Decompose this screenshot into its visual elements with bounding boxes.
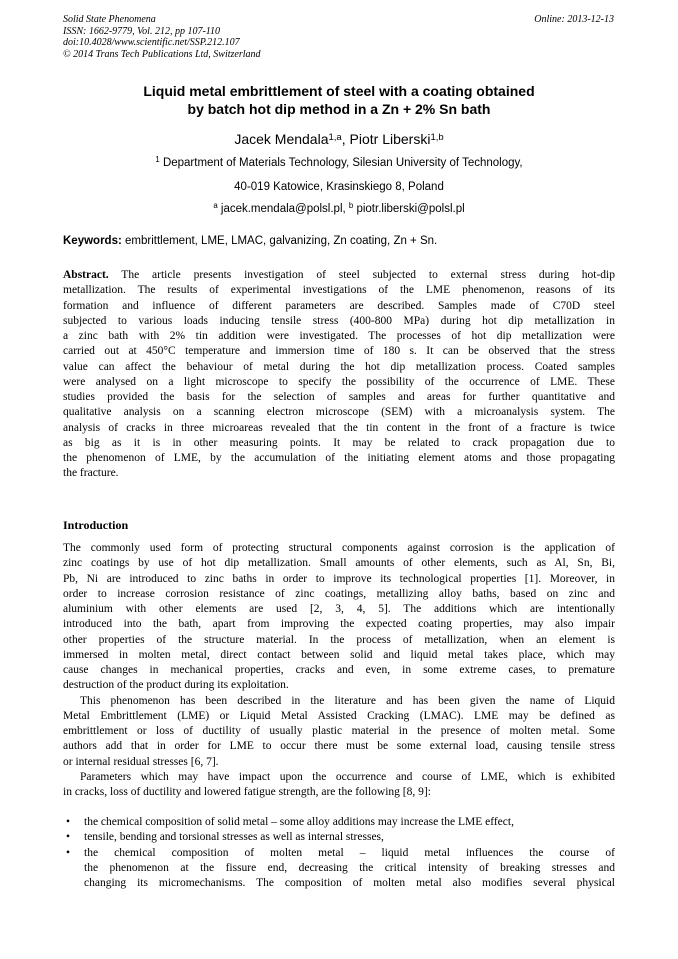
keywords-label: Keywords: [63,235,122,247]
title-line-1: Liquid metal embrittlement of steel with a coating obtained [143,83,535,99]
intro-line: Metal Embrittlement (LME) or Liquid Metal Assisted Cracking (LMAC). LME may be defined as [63,709,615,722]
intro-line: Pb, Ni are introduced to zinc baths in order to improve its technological properties [1]. Moreover, in [63,572,615,585]
introduction-heading: Introduction [63,518,129,532]
author-separator: , [341,131,350,147]
abstract-line: carried out at 450°C temperature and immersion time of 180 s. It can be observed that the stress [63,345,615,358]
author-2-affil-marker: 1,b [430,131,444,143]
list-item-line: the chemical composition of molten metal – liquid metal influences the course of [84,846,615,859]
intro-line: immersed in molten metal, direct contact between solid and liquid metal takes place, which may [63,648,615,661]
intro-line: or internal residual stresses [6, 7]. [63,755,219,768]
affiliation-line-1 [40,156,638,170]
email-a: jacek.mendala@polsl.pl, [217,203,349,215]
abstract-line: formation and influence of different parameters are described. Samples made of C70D steel [63,299,615,312]
affiliation-marker: 1 [155,155,160,165]
list-item [63,846,615,892]
abstract-line [63,268,615,283]
intro-line: zinc coatings by use of hot dip metallization. Small amounts of other elements, such as Al, Sn, Bi, [63,557,615,570]
abstract [63,268,615,482]
journal-header [63,14,423,60]
online-date: Online: 2013-12-13 [534,14,614,25]
abstract-line: qualitative analysis on a scanning electron microscope (SEM) with a microanalysis system. The [63,406,615,419]
intro-line: other properties of the structure material. In the process of metallization, when an element is [63,633,615,646]
affiliation-emails [40,202,638,216]
intro-line: destruction of the product during its exploitation. [63,679,289,692]
list-item-line: tensile, bending and torsional stresses as well as internal stresses, [84,831,384,844]
journal-name: Solid State Phenomena [63,14,156,25]
author-1-name: Jacek Mendala [234,131,329,147]
parameter-list [63,815,615,891]
title-line-2: by batch hot dip method in a Zn + 2% Sn bath [187,101,491,117]
intro-line: order to increase corrosion resistance of zinc coatings, metallizing alloy baths, based on zinc and [63,587,615,600]
author-2-name: Piotr Liberski [349,131,431,147]
intro-line: introduced into the bath, apart from improving the expected coating properties, may also impair [63,618,615,631]
list-item [63,815,615,830]
abstract-line: studies provided the basis for the selection of samples and areas for further quantitative and [63,391,615,404]
bullet-icon: • [65,831,71,844]
doi-line: doi:10.4028/www.scientific.net/SSP.212.107 [63,37,240,49]
abstract-line: the phenomenon of LME, by the accumulation of the initiating element atoms and those propagating [63,452,615,465]
email-a-marker: a [213,201,218,211]
abstract-line: as big as it is in other measuring points. It may be related to crack propagation due to [63,436,615,449]
keywords-text: embrittlement, LME, LMAC, galvanizing, Zn coating, Zn + Sn. [121,235,438,247]
affiliation-department: Department of Materials Technology, Silesian University of Technology, [159,157,523,169]
abstract-line: were analysed on a light microscope to specify the possibility of the occurrence of LME. These [63,375,615,388]
copyright-line: © 2014 Trans Tech Publications Ltd, Switzerland [63,48,261,60]
issn-line: ISSN: 1662-9779, Vol. 212, pp 107-110 [63,25,221,37]
intro-line: embrittlement or loss of ductility of usually plastic material in the presence of molten metal. Some [63,725,615,738]
paper-title [40,82,638,118]
abstract-line: metallization. The results of experimental investigations of the LME phenomenon, reasons of its [63,284,615,297]
intro-line: The commonly used form of protecting structural components against corrosion is the application of [63,542,615,554]
email-b-marker: b [348,201,354,211]
intro-line: aluminium with other elements are used [2, 3, 4, 5]. The additions which are intentionally [63,603,615,616]
author-1-affil-marker: 1,a [328,131,342,143]
list-item-line: changing its micromechanisms. The composition of molten metal also modifies several physical [84,877,615,890]
author-list [40,130,638,148]
list-item-line: the phenomenon at the fissure end, decreasing the critical intensity of breaking stresses and [84,861,615,874]
bullet-icon: • [65,816,71,828]
intro-line: in cracks, loss of ductility and lowered fatigue strength, are the following [8, 9]: [63,786,431,799]
list-item-line: the chemical composition of solid metal – some alloy additions may increase the LME effect, [84,816,514,828]
intro-line: cause changes in mechanical properties, cracks and even, in some extreme cases, to premature [63,664,615,677]
intro-line: This phenomenon has been described in the literature and has been given the name of Liquid [80,694,615,707]
affiliation-address: 40-019 Katowice, Krasinskiego 8, Poland [234,181,444,193]
list-item [63,830,615,845]
abstract-line-text: The article presents investigation of steel subjected to external stress during hot-dip [108,269,615,281]
intro-line: Parameters which may have impact upon the occurrence and course of LME, which is exhibited [80,770,615,783]
intro-line: authors add that in order for LME to occur there must be some external load, causing tensile stress [63,740,615,753]
abstract-line: a zinc bath with 2% tin addition were investigated. The processes of hot dip metallization were [63,330,615,343]
bullet-icon: • [65,846,71,859]
keywords [63,234,615,248]
abstract-line: value can affect the behaviour of metal during the hot dip metallization process. Coated samples [63,360,615,373]
introduction-body [63,541,615,801]
abstract-label: Abstract. [63,269,109,281]
abstract-line: subjected to various loads inducing tensile stress (400-800 MPa) during hot dip metallization in [63,314,615,327]
abstract-line: analysis of cracks in three microareas revealed that the tin content in the front of a fracture is twice [63,421,615,434]
email-b: piotr.liberski@polsl.pl [353,203,465,215]
abstract-line: the fracture. [63,467,119,480]
